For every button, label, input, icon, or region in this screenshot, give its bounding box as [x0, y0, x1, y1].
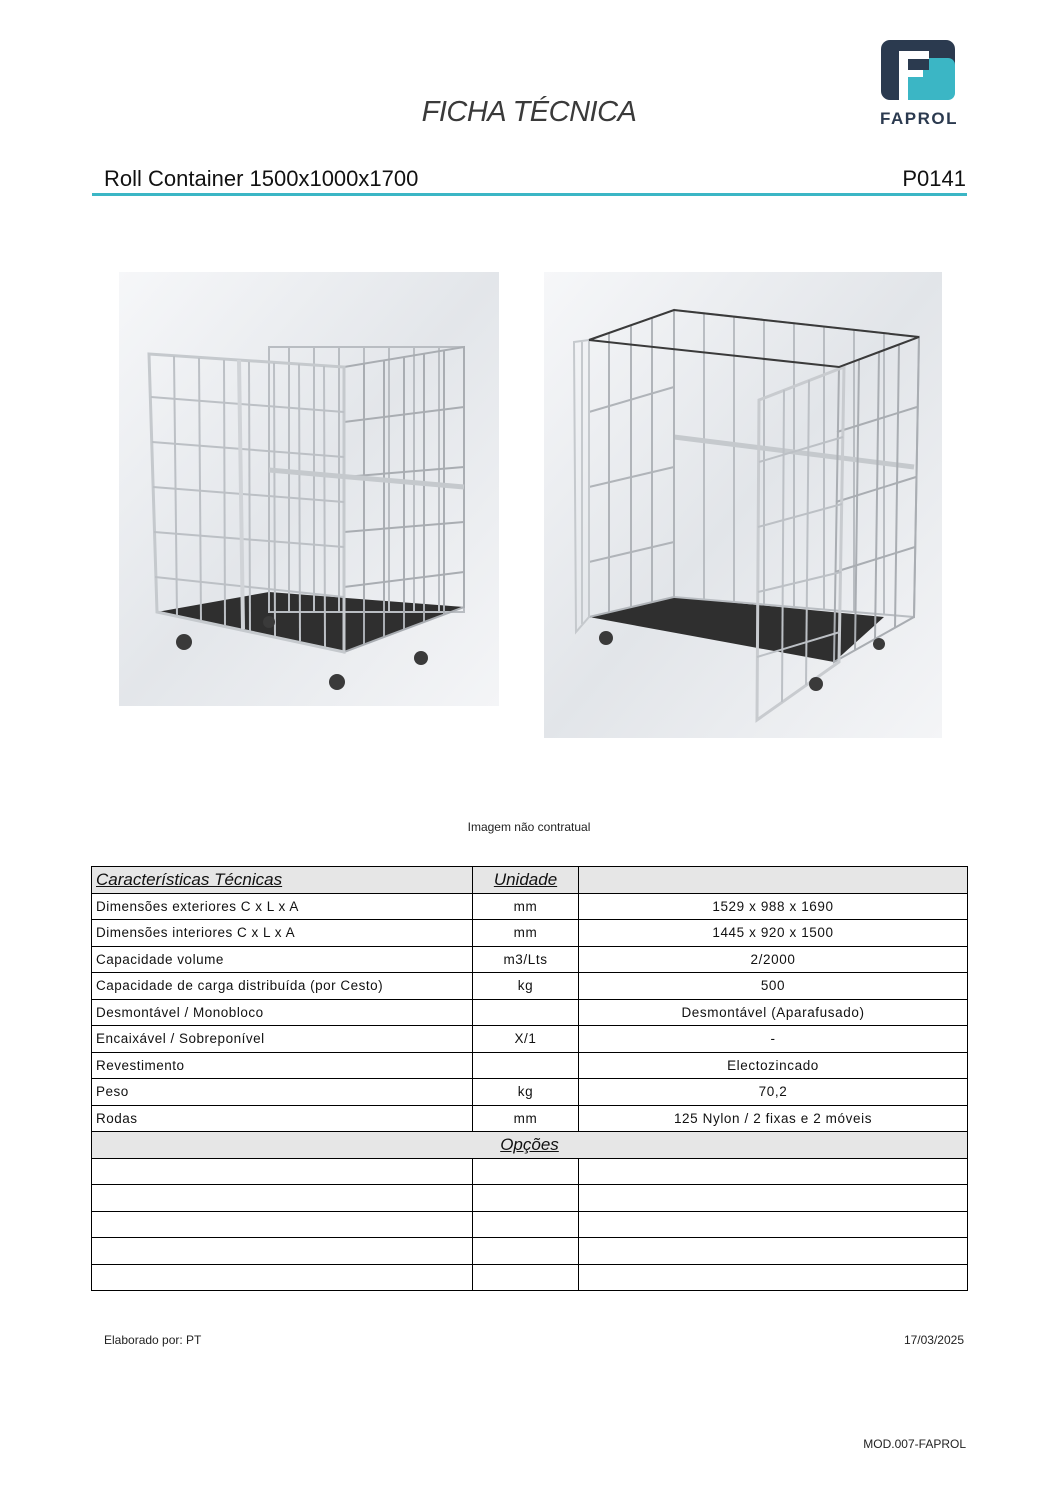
row-value: 125 Nylon / 2 fixas e 2 móveis [579, 1105, 968, 1132]
empty-cell [579, 1264, 968, 1291]
spec-table [91, 866, 968, 1291]
table-row [92, 1105, 968, 1132]
table-row [92, 1052, 968, 1079]
title-underline [92, 193, 967, 196]
table-row [92, 920, 968, 947]
empty-cell [579, 1185, 968, 1212]
row-value: Electozincado [579, 1052, 968, 1079]
table-row [92, 893, 968, 920]
spec-table-header [92, 867, 968, 894]
header-characteristics: Características Técnicas [92, 867, 473, 894]
empty-cell [92, 1185, 473, 1212]
author-footer: Elaborado por: PT [104, 1333, 202, 1347]
row-value: 500 [579, 973, 968, 1000]
table-row [92, 1079, 968, 1106]
table-row [92, 973, 968, 1000]
row-value: 70,2 [579, 1079, 968, 1106]
empty-cell [473, 1264, 579, 1291]
options-empty-row [92, 1211, 968, 1238]
empty-cell [473, 1238, 579, 1265]
empty-cell [92, 1158, 473, 1185]
row-value: 1445 x 920 x 1500 [579, 920, 968, 947]
header-unit: Unidade [473, 867, 579, 894]
logo-text: FAPROL [880, 109, 958, 128]
row-value: 2/2000 [579, 946, 968, 973]
product-code: P0141 [902, 166, 966, 191]
table-row [92, 999, 968, 1026]
table-row [92, 1026, 968, 1053]
row-label: Dimensões interiores C x L x A [92, 920, 473, 947]
options-empty-row [92, 1158, 968, 1185]
roll-container-open-door-photo [544, 272, 942, 738]
row-label: Encaixável / Sobreponível [92, 1026, 473, 1053]
row-unit [473, 999, 579, 1026]
empty-cell [473, 1185, 579, 1212]
options-title: Opções [92, 1132, 968, 1159]
document-title: FICHA TÉCNICA [421, 96, 637, 128]
empty-cell [579, 1158, 968, 1185]
options-empty-row [92, 1238, 968, 1265]
row-value: - [579, 1026, 968, 1053]
empty-cell [579, 1238, 968, 1265]
row-unit: X/1 [473, 1026, 579, 1053]
options-empty-row [92, 1185, 968, 1212]
row-label: Capacidade de carga distribuída (por Cesto) [92, 973, 473, 1000]
date-footer: 17/03/2025 [903, 1333, 964, 1347]
product-header [104, 166, 966, 194]
model-code-footer: MOD.007-FAPROL [863, 1437, 966, 1451]
row-unit: mm [473, 893, 579, 920]
row-unit [473, 1052, 579, 1079]
empty-cell [92, 1238, 473, 1265]
image-disclaimer: Imagem não contratual [467, 820, 591, 834]
row-label: Rodas [92, 1105, 473, 1132]
empty-cell [579, 1211, 968, 1238]
empty-cell [92, 1211, 473, 1238]
empty-cell [473, 1158, 579, 1185]
row-label: Desmontável / Monobloco [92, 999, 473, 1026]
table-row [92, 946, 968, 973]
row-unit: m3/Lts [473, 946, 579, 973]
empty-cell [473, 1211, 579, 1238]
row-label: Peso [92, 1079, 473, 1106]
empty-cell [92, 1264, 473, 1291]
row-unit: kg [473, 973, 579, 1000]
row-label: Dimensões exteriores C x L x A [92, 893, 473, 920]
header-value [579, 867, 968, 894]
row-unit: mm [473, 1105, 579, 1132]
options-empty-row [92, 1264, 968, 1291]
row-unit: mm [473, 920, 579, 947]
row-label: Capacidade volume [92, 946, 473, 973]
options-header-row [92, 1132, 968, 1159]
row-value: 1529 x 988 x 1690 [579, 893, 968, 920]
row-label: Revestimento [92, 1052, 473, 1079]
roll-container-closed-photo [119, 272, 499, 706]
row-unit: kg [473, 1079, 579, 1106]
product-name: Roll Container 1500x1000x1700 [104, 166, 419, 191]
row-value: Desmontável (Aparafusado) [579, 999, 968, 1026]
